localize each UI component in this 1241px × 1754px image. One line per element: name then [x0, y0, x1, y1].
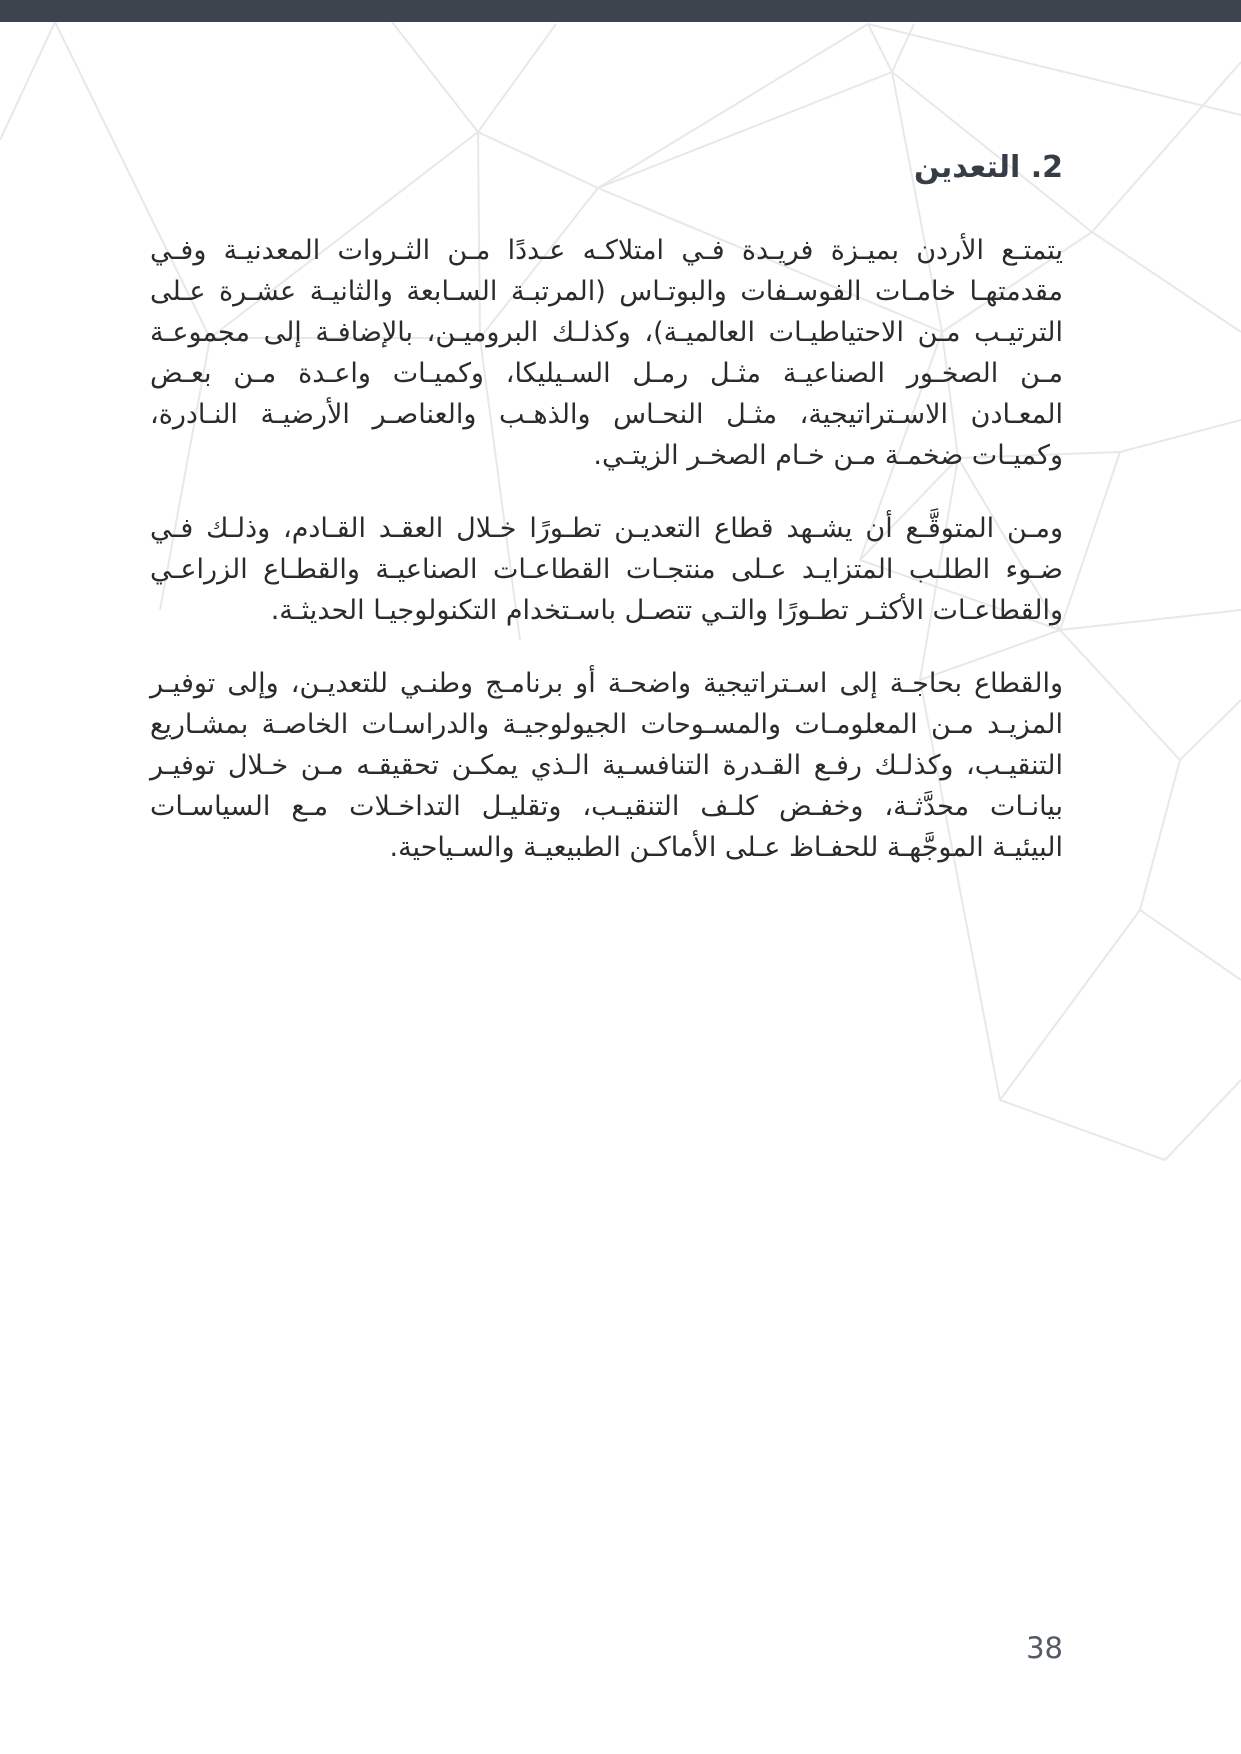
paragraph-line: المعـادن الاسـتراتيجية، مثـل النحـاس والذهـب والعناصـر الأرضيـة النـادرة،	[150, 399, 1063, 430]
page-number: 38	[1026, 1631, 1063, 1665]
paragraphs-container	[150, 230, 1063, 868]
paragraph-line: والقطاعـات الأكثـر تطـورًا والتـي تتصـل باسـتخدام التكنولوجيـا الحديثـة.	[270, 595, 1063, 626]
paragraph-line: البيئيـة الموجَّهـة للحفـاظ عـلى الأماكـن الطبيعيـة والسـياحية.	[389, 832, 1063, 863]
paragraph	[150, 508, 1063, 631]
section-heading: 2. التعدين	[913, 150, 1063, 185]
paragraph-line: وكميـات ضخمـة مـن خـام الصخـر الزيتـي.	[593, 440, 1063, 471]
paragraph-line: مـن الصخـور الصناعيـة مثـل رمـل السـيليكا، وكميـات واعـدة مـن بعـض	[150, 358, 1063, 389]
paragraph-line: مقدمتهـا خامـات الفوسـفات والبوتـاس (المرتبـة السـابعة والثانيـة عشـرة عـلى	[150, 276, 1063, 307]
paragraph	[150, 230, 1063, 476]
content-area	[150, 146, 1063, 900]
paragraph-line: ضـوء الطلـب المتزايـد عـلى منتجـات القطاعـات الصناعيـة والقطـاع الزراعـي	[150, 554, 1063, 585]
paragraph-line: المزيـد مـن المعلومـات والمسـوحات الجيولوجيـة والدراسـات الخاصـة بمشـاريع	[150, 709, 1063, 740]
paragraph-line: ومـن المتوقَّـع أن يشـهد قطاع التعديـن تطـورًا خـلال العقـد القـادم، وذلـك فـي	[150, 513, 1063, 544]
paragraph-line: بيانـات محدَّثـة، وخفـض كلـف التنقيـب، وتقليـل التداخـلات مـع السياسـات	[150, 791, 1063, 822]
paragraph-line: التنقيـب، وكذلـك رفـع القـدرة التنافسـية الـذي يمكـن تحقيقـه مـن خـلال توفيـر	[150, 750, 1063, 781]
paragraph-line: يتمتـع الأردن بميـزة فريـدة فـي امتلاكـه عـددًا مـن الثـروات المعدنيـة وفـي	[150, 235, 1063, 266]
paragraph-line: والقطاع بحاجـة إلى اسـتراتيجية واضحـة أو برنامـج وطنـي للتعديـن، وإلى توفيـر	[150, 668, 1063, 699]
paragraph	[150, 663, 1063, 868]
top-bar	[0, 0, 1241, 22]
paragraph-line: الترتيـب مـن الاحتياطيـات العالميـة)، وكذلـك البروميـن، بالإضافـة إلى مجموعـة	[150, 317, 1063, 348]
